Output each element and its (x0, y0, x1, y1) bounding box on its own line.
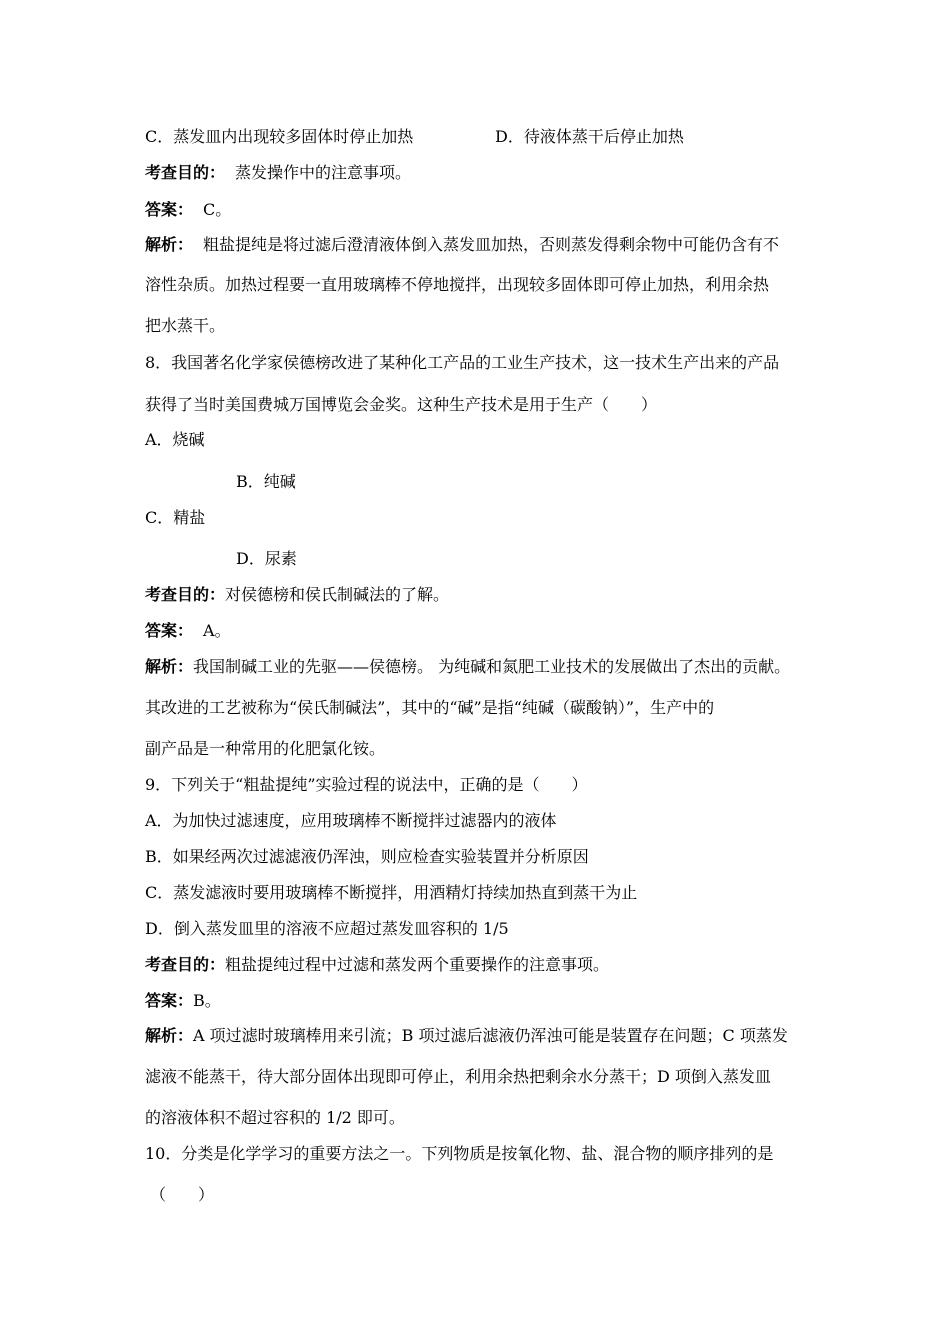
purpose-label: 考查目的： (145, 163, 226, 182)
q8-stem-line2: 获得了当时美国费城万国博览会金奖。这种生产技术是用于生产（ ） (145, 395, 658, 414)
q7-analysis-line3: 把水蒸干。 (145, 316, 226, 335)
analysis-label: 解析： (145, 657, 194, 676)
q8-analysis-line1 (145, 657, 790, 677)
q9-stem: 9．下列关于“粗盐提纯”实验过程的说法中，正确的是（ ） (145, 775, 588, 794)
q7-analysis-line1 (145, 235, 779, 255)
q9-analysis-line3: 的溶液体积不超过容积的 1/2 即可。 (145, 1108, 405, 1127)
purpose-label: 考查目的： (145, 585, 226, 604)
q8-stem-line1: 8．我国著名化学家侯德榜改进了某种化工产品的工业生产技术，这一技术生产出来的产品 (145, 353, 780, 372)
answer-text: C。 (203, 200, 232, 219)
q9-option-b: B．如果经两次过滤滤液仍浑浊，则应检查实验装置并分析原因 (145, 847, 589, 866)
q8-option-a: A．烧碱 (145, 430, 205, 449)
purpose-text: 蒸发操作中的注意事项。 (235, 163, 412, 182)
q8-option-d: D．尿素 (236, 549, 297, 568)
q8-option-c: C．精盐 (145, 508, 206, 527)
answer-text: A。 (203, 621, 231, 640)
answer-label: 答案： (145, 621, 194, 640)
q8-purpose (145, 585, 449, 605)
q9-option-d: D．倒入蒸发皿里的溶液不应超过蒸发皿容积的 1/5 (145, 919, 509, 938)
answer-text: B。 (193, 991, 221, 1010)
q9-analysis-line2: 滤液不能蒸干，待大部分固体出现即可停止，利用余热把剩余水分蒸干；D 项倒入蒸发皿 (145, 1067, 771, 1086)
answer-label: 答案： (145, 200, 194, 219)
q7-answer (145, 200, 231, 220)
purpose-text: 粗盐提纯过程中过滤和蒸发两个重要操作的注意事项。 (225, 955, 610, 974)
q7-option-c-d (145, 127, 684, 147)
analysis-text: A 项过滤时玻璃棒用来引流；B 项过滤后滤液仍浑浊可能是装置存在问题；C 项蒸发 (193, 1026, 788, 1045)
analysis-label: 解析： (145, 235, 194, 254)
purpose-text: 对侯德榜和侯氏制碱法的了解。 (225, 585, 450, 604)
q10-stem-line2: （ ） (150, 1185, 215, 1204)
q7-purpose (145, 163, 411, 183)
q8-analysis-line3: 副产品是一种常用的化肥氯化铵。 (145, 739, 386, 758)
q7-option-c: C．蒸发皿内出现较多固体时停止加热 (145, 127, 414, 146)
q8-option-b: B．纯碱 (236, 472, 296, 491)
analysis-label: 解析： (145, 1026, 194, 1045)
q9-answer (145, 991, 221, 1011)
q9-purpose (145, 955, 609, 975)
q7-option-d: D．待液体蒸干后停止加热 (495, 127, 684, 146)
q8-answer (145, 621, 231, 641)
q9-option-c: C．蒸发滤液时要用玻璃棒不断搅拌，用酒精灯持续加热直到蒸干为止 (145, 883, 638, 902)
analysis-text: 我国制碱工业的先驱——侯德榜。 为纯碱和氮肥工业技术的发展做出了杰出的贡献。 (193, 657, 791, 676)
q7-analysis-line2: 溶性杂质。加热过程要一直用玻璃棒不停地搅拌，出现较多固体即可停止加热，利用余热 (145, 275, 770, 294)
q9-option-a: A．为加快过滤速度，应用玻璃棒不断搅拌过滤器内的液体 (145, 811, 557, 830)
q9-analysis-line1 (145, 1026, 788, 1046)
purpose-label: 考查目的： (145, 955, 226, 974)
q8-analysis-line2: 其改进的工艺被称为“侯氏制碱法”，其中的“碱”是指“纯碱（碳酸钠）”，生产中的 (145, 698, 715, 717)
answer-label: 答案： (145, 991, 194, 1010)
q10-stem-line1: 10．分类是化学学习的重要方法之一。下列物质是按氧化物、盐、混合物的顺序排列的是 (145, 1144, 774, 1163)
analysis-text: 粗盐提纯是将过滤后澄清液体倒入蒸发皿加热，否则蒸发得剩余物中可能仍含有不 (203, 235, 780, 254)
